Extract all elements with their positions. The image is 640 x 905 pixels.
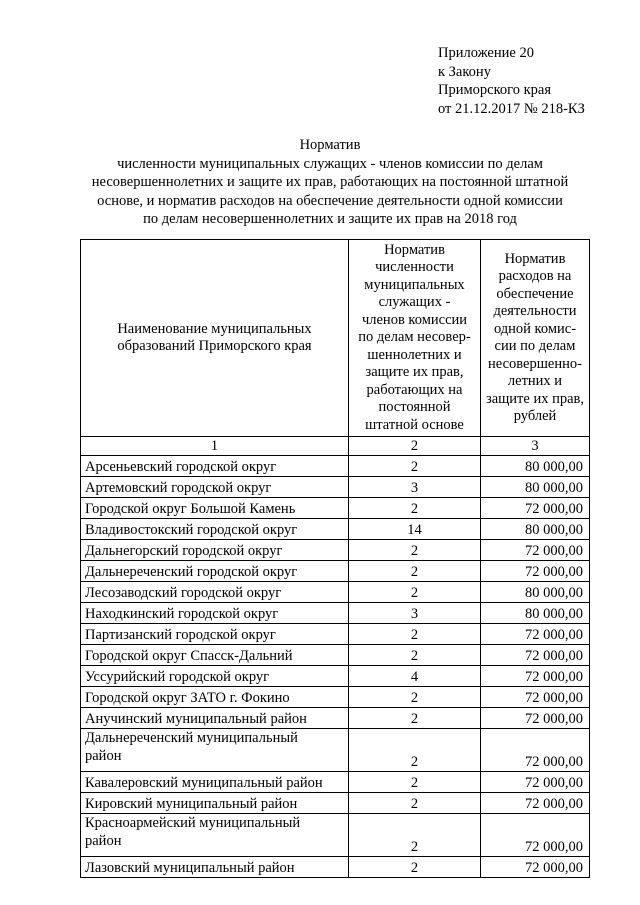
table-row — [81, 814, 590, 857]
expense-amount: 80 000,00 — [481, 477, 590, 498]
table-row — [81, 519, 590, 540]
expense-amount: 80 000,00 — [481, 603, 590, 624]
staff-count: 2 — [349, 645, 481, 666]
header-text-line: служащих - — [378, 294, 451, 310]
header-text-line: работающих на — [366, 381, 463, 398]
table-row — [81, 645, 590, 666]
table-row — [81, 498, 590, 519]
staff-count: 2 — [349, 814, 481, 857]
staff-count: 4 — [349, 666, 481, 687]
header-text-line: численности — [375, 259, 454, 275]
table-row — [81, 793, 590, 814]
header-text-line: Наименование муниципальных — [117, 320, 312, 337]
table-row — [81, 857, 590, 878]
table-row — [81, 687, 590, 708]
column-number-row — [81, 437, 590, 456]
title-line: основе, и норматив расходов на обеспечение деятельности одной комиссии — [97, 192, 563, 209]
table-row — [81, 772, 590, 793]
header-text-line: муниципальных — [364, 276, 465, 293]
expense-amount: 72 000,00 — [481, 708, 590, 729]
table-row — [81, 666, 590, 687]
expense-amount: 80 000,00 — [481, 519, 590, 540]
column-number: 3 — [481, 437, 590, 456]
staff-count: 2 — [349, 540, 481, 561]
staff-count: 14 — [349, 519, 481, 540]
header-text-line: рублей — [513, 408, 557, 424]
municipality-name: Дальнереченский городской округ — [81, 561, 349, 582]
appendix-line: Приложение 20 — [438, 45, 534, 61]
header-text-line: деятельности — [493, 303, 577, 319]
header-text-line: сии по делам — [494, 338, 576, 354]
municipality-name: Лазовский муниципальный район — [81, 857, 349, 878]
staff-count: 2 — [349, 582, 481, 603]
expense-amount: 80 000,00 — [481, 582, 590, 603]
municipality-name: Дальнегорский городской округ — [81, 540, 349, 561]
header-text-line: одной комис- — [493, 320, 577, 337]
table-row — [81, 561, 590, 582]
expense-amount: 72 000,00 — [481, 729, 590, 772]
header-expense-norm — [481, 240, 590, 437]
header-text-line: штатной основе — [365, 416, 464, 433]
table-row — [81, 708, 590, 729]
municipality-name: Кавалеровский муниципальный район — [81, 772, 349, 793]
municipality-name: Владивостокский городской округ — [81, 519, 349, 540]
municipality-name: Городской округ Спасск-Дальний — [81, 645, 349, 666]
header-text-line: Норматив — [504, 250, 566, 267]
table-header-row — [81, 240, 590, 437]
staff-count: 2 — [349, 456, 481, 477]
staff-count: 2 — [349, 708, 481, 729]
header-text-line: летних и — [507, 373, 563, 389]
document-title — [60, 136, 600, 229]
table-row — [81, 477, 590, 498]
staff-count: 2 — [349, 687, 481, 708]
appendix-reference — [438, 44, 585, 118]
expense-amount: 72 000,00 — [481, 814, 590, 857]
municipality-name: Партизанский городской округ — [81, 624, 349, 645]
expense-amount: 72 000,00 — [481, 857, 590, 878]
table-row — [81, 603, 590, 624]
municipality-name: Арсеньевский городской округ — [81, 456, 349, 477]
table-row — [81, 582, 590, 603]
staff-count: 2 — [349, 624, 481, 645]
table-row — [81, 540, 590, 561]
header-text-line: образований Приморского края — [117, 338, 312, 354]
column-number: 1 — [81, 437, 349, 456]
municipality-name: Красноармейский муниципальный район — [81, 814, 349, 857]
title-line: Норматив — [299, 137, 361, 153]
title-line: несовершеннолетних и защите их прав, работающих на постоянной штатной — [91, 174, 569, 190]
table-row — [81, 456, 590, 477]
header-staff-norm — [349, 240, 481, 437]
table-row — [81, 729, 590, 772]
table-row — [81, 624, 590, 645]
staff-count: 2 — [349, 772, 481, 793]
expense-amount: 72 000,00 — [481, 540, 590, 561]
title-line: по делам несовершеннолетних и защите их прав на 2018 год — [143, 211, 517, 227]
staff-count: 2 — [349, 498, 481, 519]
header-text-line: обеспечение — [496, 285, 574, 302]
expense-amount: 72 000,00 — [481, 687, 590, 708]
staff-count: 3 — [349, 603, 481, 624]
staff-count: 3 — [349, 477, 481, 498]
municipality-name: Анучинский муниципальный район — [81, 708, 349, 729]
municipality-name: Кировский муниципальный район — [81, 793, 349, 814]
column-number: 2 — [349, 437, 481, 456]
staff-count: 2 — [349, 729, 481, 772]
norm-table — [80, 239, 590, 878]
expense-amount: 72 000,00 — [481, 561, 590, 582]
appendix-line: от 21.12.2017 № 218-КЗ — [438, 100, 585, 117]
header-text-line: защите их прав, — [485, 390, 585, 407]
header-text-line: Норматив — [384, 241, 445, 258]
header-text-line: по делам несовер- — [358, 329, 471, 345]
appendix-line: Приморского края — [438, 82, 552, 98]
municipality-name: Находкинский городской округ — [81, 603, 349, 624]
municipality-name: Городской округ Большой Камень — [81, 498, 349, 519]
header-municipality — [81, 240, 349, 437]
expense-amount: 72 000,00 — [481, 645, 590, 666]
municipality-name: Лесозаводский городской округ — [81, 582, 349, 603]
title-line: численности муниципальных служащих - членов комиссии по делам — [117, 155, 543, 172]
expense-amount: 72 000,00 — [481, 666, 590, 687]
expense-amount: 72 000,00 — [481, 624, 590, 645]
staff-count: 2 — [349, 561, 481, 582]
header-text-line: защите их прав, — [365, 364, 464, 380]
header-text-line: постоянной — [378, 399, 451, 415]
municipality-name: Уссурийский городской округ — [81, 666, 349, 687]
expense-amount: 72 000,00 — [481, 772, 590, 793]
municipality-name: Городской округ ЗАТО г. Фокино — [81, 687, 349, 708]
staff-count: 2 — [349, 857, 481, 878]
expense-amount: 80 000,00 — [481, 456, 590, 477]
header-text-line: несовершенно- — [488, 355, 582, 372]
appendix-line: к Закону — [438, 63, 491, 80]
header-text-line: расходов на — [498, 268, 572, 284]
header-text-line: членов комиссии — [361, 311, 468, 328]
expense-amount: 72 000,00 — [481, 498, 590, 519]
municipality-name: Артемовский городской округ — [81, 477, 349, 498]
expense-amount: 72 000,00 — [481, 793, 590, 814]
municipality-name: Дальнереченский муниципальный район — [81, 729, 349, 772]
header-text-line: шеннолетних и — [367, 346, 462, 363]
staff-count: 2 — [349, 793, 481, 814]
